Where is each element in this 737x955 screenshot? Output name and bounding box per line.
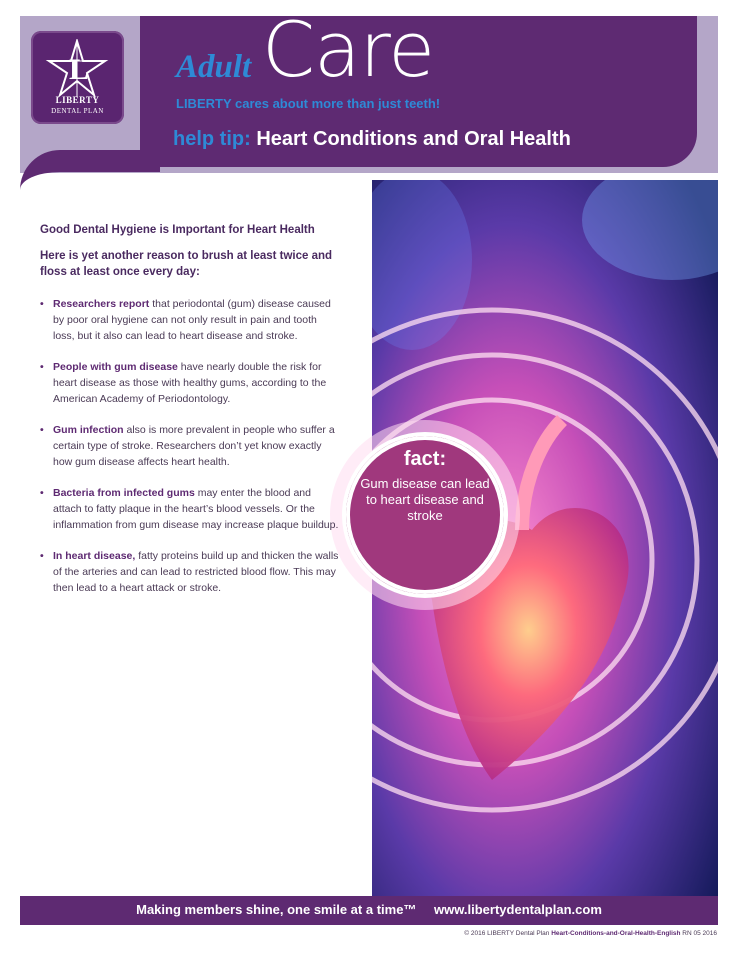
copyright-doc: Heart-Conditions-and-Oral-Health-English <box>551 930 681 937</box>
copyright-line <box>464 930 717 937</box>
logo-line2: DENTAL PLAN <box>51 107 104 115</box>
liberty-logo <box>31 31 124 124</box>
intro-text: Here is yet another reason to brush at least twice and floss at least once every day: <box>40 250 333 278</box>
bullet-text: may enter the blood and attach to fatty plaque in the heart’s blood vessels. Or the inflammation from gum disease may increase plaque buildup. <box>53 487 339 531</box>
fact-callout <box>342 432 508 598</box>
logo-line1: LIBERTY <box>55 95 100 105</box>
footer-bar <box>20 896 718 925</box>
title-adult: Adult <box>176 49 252 85</box>
svg-text:L: L <box>69 53 90 86</box>
list-item <box>40 548 340 596</box>
copyright-prefix: © 2016 LIBERTY Dental Plan <box>464 930 550 937</box>
list-item <box>40 485 340 533</box>
footer-slogan: Making members shine, one smile at a time™ <box>136 902 417 917</box>
help-tip-title: Heart Conditions and Oral Health <box>256 128 571 150</box>
help-tip-heading <box>173 128 571 151</box>
section-heading: Good Dental Hygiene is Important for Heart Health <box>40 224 315 236</box>
bullet-text: that periodontal (gum) disease caused by poor oral hygiene can not only result in pain and tooth loss, but it also can lead to heart disease and stroke. <box>53 298 331 342</box>
header-curve <box>20 150 160 190</box>
bullet-text: also is more prevalent in people who suffer a certain type of stroke. Researchers don’t yet know exactly how gum disease affects heart health. <box>53 424 335 468</box>
star-icon <box>45 39 109 99</box>
bullet-lead: Researchers report <box>53 298 150 310</box>
bullet-list <box>40 296 340 596</box>
copyright-suffix: RN 05 2016 <box>682 930 717 937</box>
bullet-lead: In heart disease, <box>53 550 136 562</box>
list-item <box>40 422 340 470</box>
fact-body: Gum disease can lead to heart disease and stroke <box>360 476 490 523</box>
title-care: Care <box>262 5 434 94</box>
help-tip-label: help tip: <box>173 128 251 150</box>
main-content <box>40 224 340 611</box>
bullet-lead: Gum infection <box>53 424 124 436</box>
tagline: LIBERTY cares about more than just teeth! <box>176 96 441 111</box>
footer-text <box>20 902 718 917</box>
bullet-lead: Bacteria from infected gums <box>53 487 195 499</box>
bullet-lead: People with gum disease <box>53 361 178 373</box>
list-item <box>40 359 340 407</box>
bullet-text: have nearly double the risk for heart disease as those with healthy gums, according to the American Academy of Periodontology. <box>53 361 327 405</box>
list-item <box>40 296 340 344</box>
fact-title: fact: <box>403 448 447 470</box>
bullet-text: fatty proteins build up and thicken the walls of the arteries and can lead to restricted blood flow. This may then lead to a heart attack or stroke. <box>53 550 339 594</box>
footer-url-link[interactable]: www.libertydentalplan.com <box>434 902 602 917</box>
